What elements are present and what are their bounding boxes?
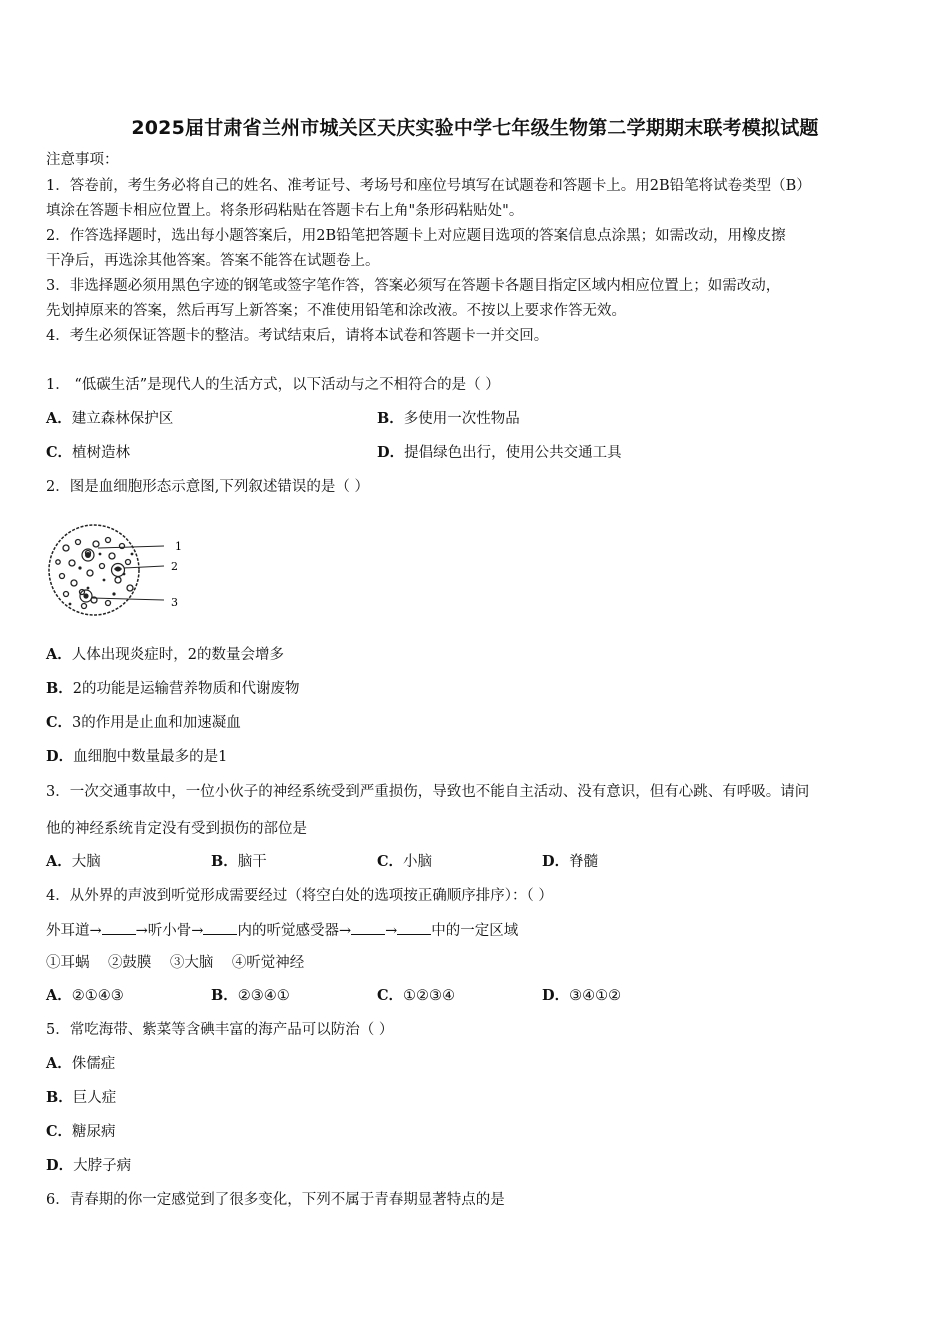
q4-choices: ①耳蜗 ②鼓膜 ③大脑 ④听觉神经	[46, 955, 305, 971]
q1-option-a: A．建立森林保护区	[46, 410, 174, 427]
notice-heading: 注意事项：	[46, 152, 119, 168]
question-1-stem: 1． “低碳生活”是现代人的生活方式，以下活动与之不相符合的是（ ）	[46, 377, 500, 393]
q4-sequence: 外耳道→ →听小骨→ 内的听觉感受器→ → 中的一定区域	[46, 920, 518, 941]
figure-label-3: 3	[171, 596, 178, 609]
white-blood-cells	[80, 549, 125, 602]
q2-option-b: B．2的功能是运输营养物质和代谢废物	[46, 680, 300, 697]
question-2-stem: 2．图是血细胞形态示意图,下列叙述错误的是（ ）	[46, 479, 369, 495]
q2-option-a: A．人体出现炎症时，2的数量会增多	[46, 646, 284, 663]
question-4-stem: 4．从外界的声波到听觉形成需要经过（将空白处的选项按正确顺序排序）：（ ）	[46, 888, 553, 904]
q3-option-b: B．脑干	[211, 853, 267, 870]
q4-option-b: B．②③④①	[211, 987, 290, 1004]
question-5-stem: 5．常吃海带、紫菜等含碘丰富的海产品可以防治（ ）	[46, 1022, 394, 1038]
answer-blank	[203, 920, 237, 935]
document-title: 2025届甘肃省兰州市城关区天庆实验中学七年级生物第二学期期末联考模拟试题	[131, 117, 819, 139]
q3-option-d: D．脊髓	[542, 853, 599, 870]
q3-option-a: A．大脑	[46, 853, 101, 870]
q4-option-c: C．①②③④	[377, 987, 456, 1004]
q5-option-d: D．大脖子病	[46, 1157, 132, 1174]
notice-line: 1．答卷前，考生务必将自己的姓名、准考证号、考场号和座位号填写在试题卷和答题卡上。用2B铅笔将试卷类型（B）	[46, 178, 811, 194]
q5-option-a: A．侏儒症	[46, 1055, 116, 1072]
figure-label-2: 2	[171, 560, 178, 573]
answer-blank	[397, 920, 431, 935]
q5-option-c: C．糖尿病	[46, 1123, 116, 1140]
question-6-stem: 6．青春期的你一定感觉到了很多变化，下列不属于青春期显著特点的是	[46, 1192, 505, 1208]
q2-option-d: D．血细胞中数量最多的是1	[46, 748, 228, 765]
answer-blank	[351, 920, 385, 935]
label-pointers	[92, 546, 164, 600]
q1-option-b: B．多使用一次性物品	[377, 410, 520, 427]
question-3-stem-continued: 他的神经系统肯定没有受到损伤的部位是	[46, 821, 307, 837]
notice-line: 先划掉原来的答案，然后再写上新答案；不准使用铅笔和涂改液。不按以上要求作答无效。	[46, 303, 626, 319]
notice-line: 干净后，再选涂其他答案。答案不能答在试题卷上。	[46, 253, 380, 269]
q1-option-c: C．植树造林	[46, 444, 131, 461]
q5-option-b: B．巨人症	[46, 1089, 117, 1106]
q3-option-c: C．小脑	[377, 853, 433, 870]
figure-label-1: 1	[175, 540, 182, 553]
q4-option-a: A．②①④③	[46, 987, 124, 1004]
blood-smear-circle	[49, 525, 139, 615]
notice-line: 填涂在答题卡相应位置上。将条形码粘贴在答题卡右上角"条形码粘贴处"。	[46, 203, 524, 219]
platelets	[69, 553, 134, 606]
blood-cell-figure	[44, 518, 194, 618]
answer-blank	[102, 920, 136, 935]
notice-line: 2．作答选择题时，选出每小题答案后，用2B铅笔把答题卡上对应题目选项的答案信息点涂黑；如需改动，用橡皮擦	[46, 228, 786, 244]
q4-option-d: D．③④①②	[542, 987, 622, 1004]
q2-option-c: C．3的作用是止血和加速凝血	[46, 714, 241, 731]
notice-line: 3．非选择题必须用黑色字迹的钢笔或签字笔作答，答案必须写在答题卡各题目指定区域内相应位置上；如需改动，	[46, 278, 781, 294]
q1-option-d: D．提倡绿色出行，使用公共交通工具	[377, 444, 622, 461]
question-3-stem: 3．一次交通事故中，一位小伙子的神经系统受到严重损伤，导致也不能自主活动、没有意识，但有心跳、有呼吸。请问	[46, 784, 810, 800]
notice-line: 4．考生必须保证答题卡的整洁。考试结束后，请将本试卷和答题卡一并交回。	[46, 328, 549, 344]
